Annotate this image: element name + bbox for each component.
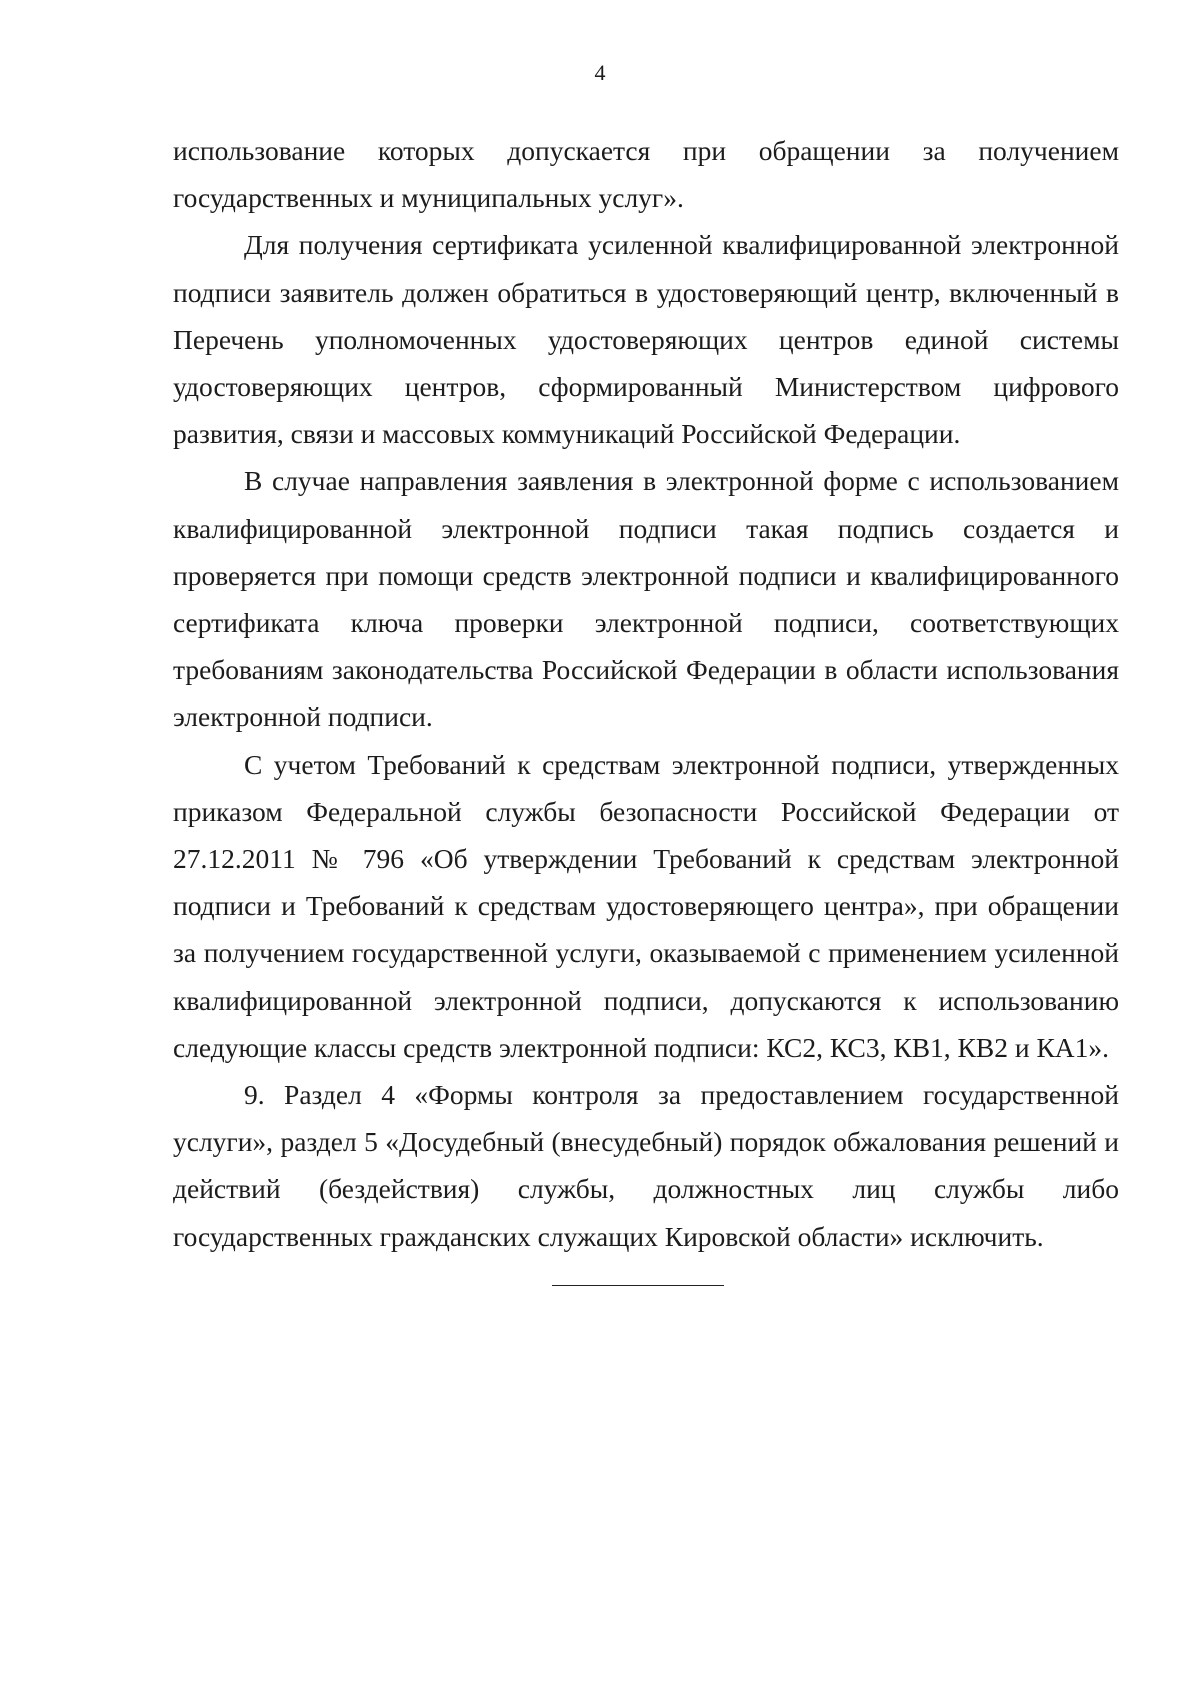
paragraph-signature-classes: С учетом Требований к средствам электронной подписи, утвержденных приказом Федеральной службы безопасности Российской Федерации от 27.12.2011 № 796 «Об утверждении Требований к средствам электронной подписи и Требований к средствам удостоверяющего центра», при обращении за получением государственной услуги, оказываемой с применением усиленной квалифицированной электронной подписи, допускаются к использованию следующие классы средств электронной подписи: КС2, КС3, КВ1, КВ2 и КА1». xyxy=(173,748,1119,1063)
paragraph-continuation: использование которых допускается при обращении за получением государственных и муниципальных услуг». xyxy=(173,135,1119,214)
document-body xyxy=(173,127,1119,1286)
closing-divider xyxy=(552,1285,724,1286)
paragraph-certificate: Для получения сертификата усиленной квалифицированной электронной подписи заявитель должен обратиться в удостоверяющий центр, включенный в Перечень уполномоченных удостоверяющих центров единой системы удостоверяющих центров, сформированный Министерством цифрового развития, связи и массовых коммуникаций Российской Федерации. xyxy=(173,229,1119,450)
paragraph-section-exclusion: 9. Раздел 4 «Формы контроля за предоставлением государственной услуги», раздел 5 «Досудебный (внесудебный) порядок обжалования решений и действий (бездействия) службы, должностных лиц службы либо государственных гражданских служащих Кировской области» исключить. xyxy=(173,1079,1119,1252)
paragraph-electronic-signature: В случае направления заявления в электронной форме с использованием квалифицированной электронной подписи такая подпись создается и проверяется при помощи средств электронной подписи и квалифицированного сертификата ключа проверки электронной подписи, соответствующих требованиям законодательства Российской Федерации в области использования электронной подписи. xyxy=(173,465,1119,733)
page-number: 4 xyxy=(594,60,606,85)
